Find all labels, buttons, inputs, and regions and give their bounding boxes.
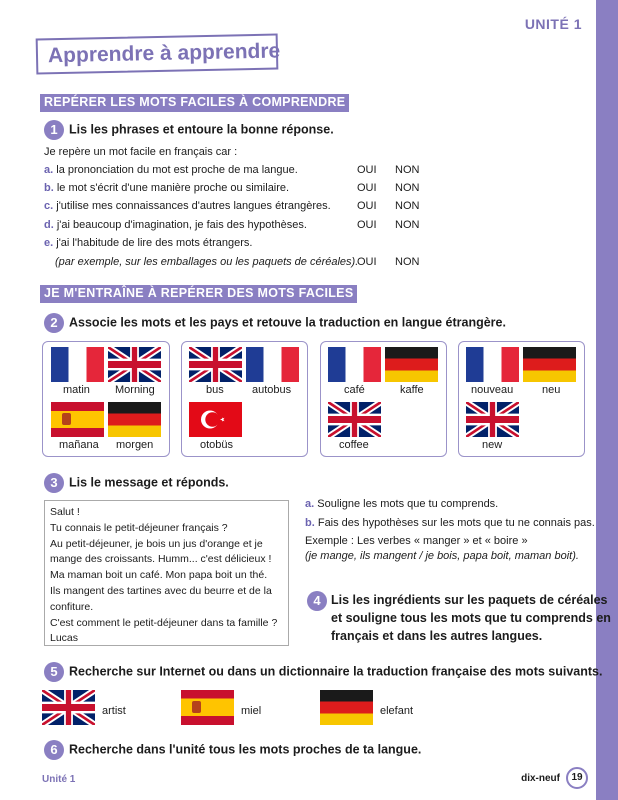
fr-flag-icon (51, 347, 104, 382)
section-header-reperer: REPÉRER LES MOTS FACILES À COMPRENDRE (40, 94, 349, 112)
de-flag-icon (320, 690, 373, 725)
exercise-2-text: Associe les mots et les pays et retouve la traduction en langue étrangère. (69, 315, 506, 330)
word-box-3 (320, 341, 447, 457)
exercise-2-instruction (44, 313, 506, 333)
exercise-6-text: Recherche dans l'unité tous les mots proches de ta langue. (69, 742, 422, 757)
word-label: neu (542, 384, 561, 396)
list-item: b. le mot s'écrit d'une manière proche ou similaire. (44, 182, 290, 194)
answer-no[interactable]: NON (395, 164, 420, 176)
word-label: matin (63, 384, 90, 396)
word-label: café (344, 384, 365, 396)
word-box-2 (181, 341, 308, 457)
message-line: mange des croissants. Humm... c'est délicieux ! (50, 553, 272, 566)
fr-flag-icon (246, 347, 299, 382)
answer-no[interactable]: NON (395, 256, 420, 268)
exercise-1-example: (par exemple, sur les emballages ou les paquets de céréales). (55, 256, 359, 268)
uk-flag-icon (108, 347, 161, 382)
unit-label: UNITÉ 1 (524, 16, 582, 32)
section-header-entraine: JE M'ENTRAÎNE À REPÉRER DES MOTS FACILES (40, 285, 357, 303)
word-box-1 (42, 341, 170, 457)
word-label: morgen (116, 439, 154, 451)
word-label: miel (241, 705, 262, 717)
answer-yes[interactable]: OUI (357, 182, 377, 194)
message-box (44, 500, 289, 646)
message-line: Ma maman boit un café. Mon papa boit un thé. (50, 569, 268, 582)
word-label: nouveau (471, 384, 514, 396)
es-flag-icon (181, 690, 234, 725)
footer-page-word: dix-neuf (521, 773, 560, 784)
exercise-3-example-1: Exemple : Les verbes « manger » et « boire » (305, 535, 528, 547)
list-item: d. j'ai beaucoup d'imagination, je fais des hypothèses. (44, 219, 307, 231)
word-label: mañana (59, 439, 99, 451)
footer-unit: Unité 1 (42, 774, 76, 785)
word-label: new (482, 439, 503, 451)
word-box-4 (458, 341, 585, 457)
de-flag-icon (523, 347, 576, 382)
list-item: e. j'ai l'habitude de lire des mots étrangers. (44, 237, 253, 249)
exercise-5-text: Recherche sur Internet ou dans un dictionnaire la traduction française des mots suivants. (69, 664, 603, 679)
exercise-3-instruction (44, 473, 229, 493)
word-label: Morning (115, 384, 155, 396)
fr-flag-icon (328, 347, 381, 382)
exercise-3-example-2: (je mange, ils mangent / je bois, papa boit, maman boit). (305, 550, 579, 562)
answer-yes[interactable]: OUI (357, 256, 377, 268)
uk-flag-icon (466, 402, 519, 437)
exercise-1-intro: Je repère un mot facile en français car : (44, 146, 238, 158)
exercise-3-text: Lis le message et réponds. (69, 475, 229, 490)
exercise-3-question-b: b. Fais des hypothèses sur les mots que tu ne connais pas. (305, 517, 595, 529)
exercise-number-5: 5 (44, 662, 64, 682)
de-flag-icon (108, 402, 161, 437)
message-line: Lucas (50, 632, 79, 645)
exercise-number-4: 4 (307, 591, 327, 611)
exercise-6-instruction (44, 740, 421, 760)
exercise-5-instruction (44, 662, 602, 682)
word-label: otobüs (200, 439, 234, 451)
answer-no[interactable]: NON (395, 182, 420, 194)
message-line: Salut ! (50, 506, 80, 518)
uk-flag-icon (42, 690, 95, 725)
exercise-number-2: 2 (44, 313, 64, 333)
answer-no[interactable]: NON (395, 219, 420, 231)
fr-flag-icon (466, 347, 519, 382)
word-label: bus (206, 384, 224, 396)
list-item: c. j'utilise mes connaissances d'autres langues étrangères. (44, 200, 331, 212)
de-flag-icon (385, 347, 438, 382)
word-label: kaffe (400, 384, 424, 396)
exercise-number-3: 3 (44, 473, 64, 493)
word-label: elefant (380, 705, 414, 717)
exercise-1-text: Lis les phrases et entoure la bonne réponse. (69, 122, 334, 137)
word-label: autobus (252, 384, 292, 396)
message-line: confiture. (50, 600, 94, 613)
answer-yes[interactable]: OUI (357, 219, 377, 231)
answer-yes[interactable]: OUI (357, 200, 377, 212)
exercise-number-6: 6 (44, 740, 64, 760)
page-title-box (36, 33, 279, 74)
word-label: artist (102, 705, 126, 717)
exercise-3-question-a: a. Souligne les mots que tu comprends. (305, 498, 499, 510)
exercise-4-line: français et dans les autres langues. (331, 629, 543, 643)
message-line: Ils mangent des tartines avec du beurre et de la (50, 584, 272, 597)
tr-flag-icon (189, 402, 242, 437)
exercise-number-1: 1 (44, 120, 64, 140)
page-number: 19 (566, 767, 588, 789)
list-item: a. la prononciation du mot est proche de ma langue. (44, 164, 298, 176)
word-label: coffee (339, 439, 369, 451)
message-line: C'est comment le petit-déjeuner dans ta famille ? (50, 616, 278, 629)
answer-yes[interactable]: OUI (357, 164, 377, 176)
uk-flag-icon (328, 402, 381, 437)
uk-flag-icon (189, 347, 242, 382)
exercise-4-line: et souligne tous les mots que tu comprends en (331, 611, 611, 625)
answer-no[interactable]: NON (395, 200, 420, 212)
page-title: Apprendre à apprendre (47, 39, 281, 68)
exercise-4-line: Lis les ingrédients sur les paquets de céréales (331, 593, 608, 607)
message-line: Tu connais le petit-déjeuner français ? (50, 521, 228, 534)
es-flag-icon (51, 402, 104, 437)
exercise-1-instruction (44, 120, 334, 140)
message-line: Au petit-déjeuner, je bois un jus d'orange et je (50, 537, 263, 550)
